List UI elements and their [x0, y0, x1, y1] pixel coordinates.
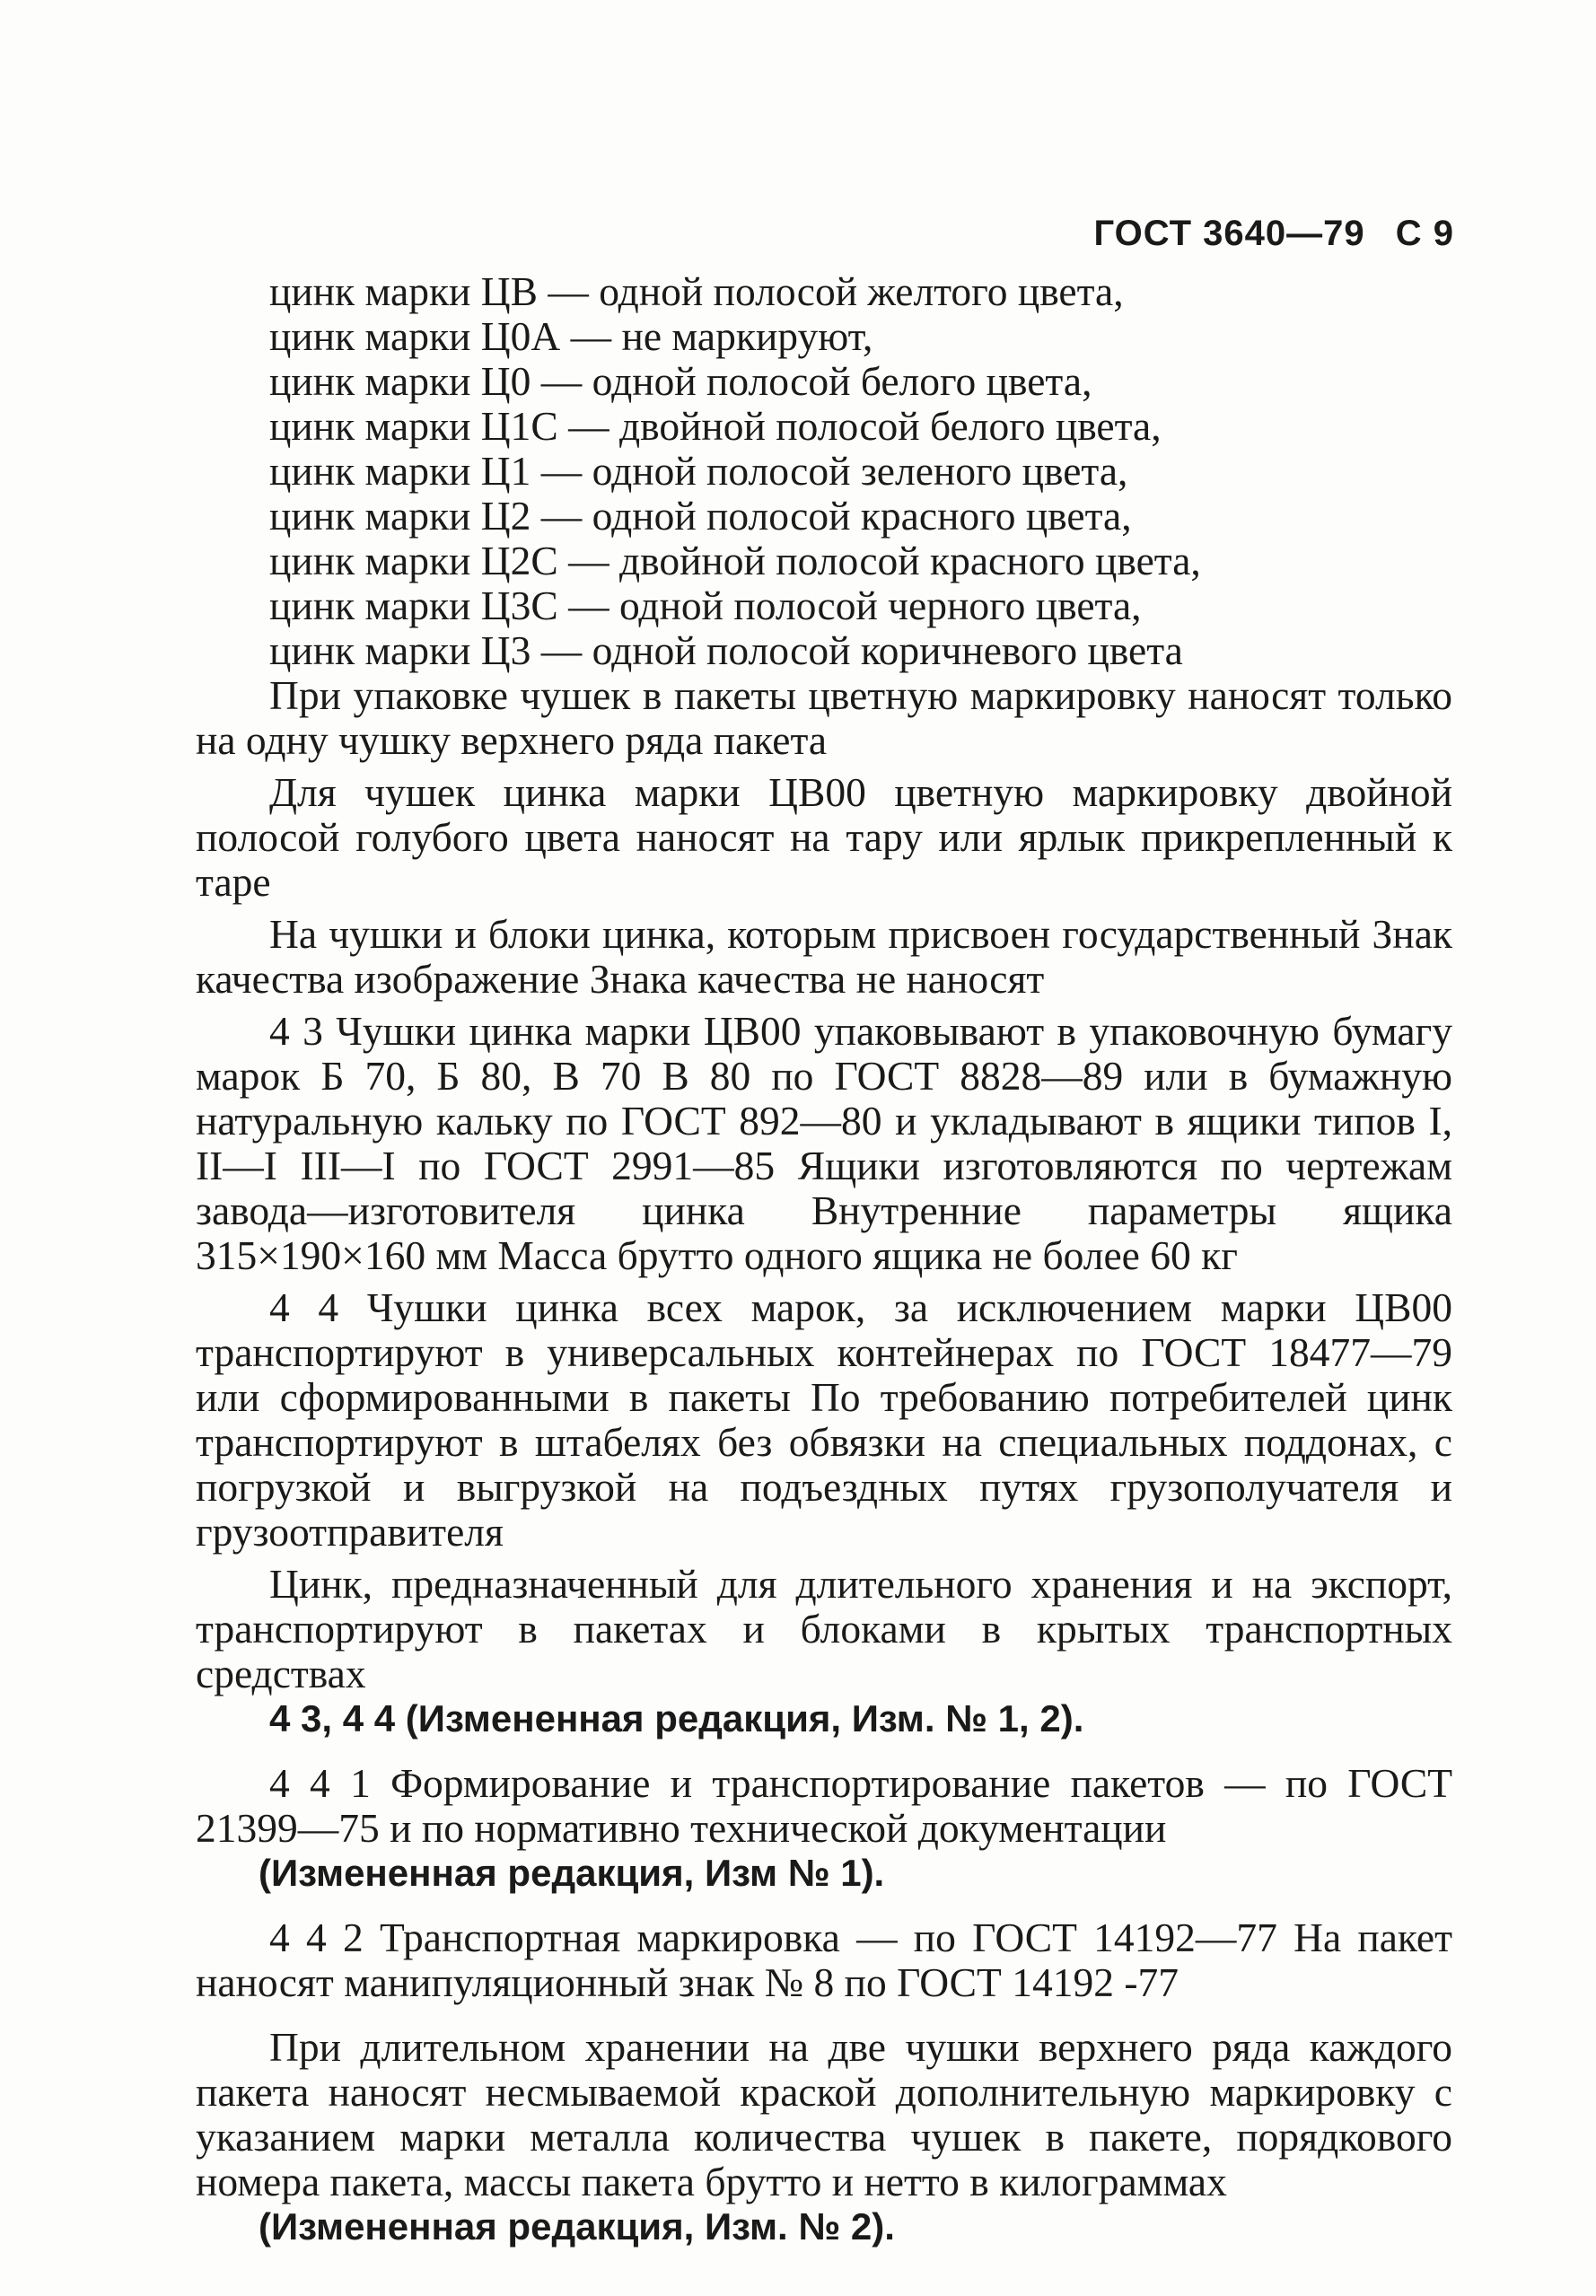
paragraph: Для чушек цинка марки ЦВ00 цветную маркировку двойной полосой голубого цвета наносят на тару или ярлык прикрепленный к таре — [196, 769, 1452, 905]
amendment-note: (Измененная редакция, Изм. № 2). — [259, 2205, 895, 2248]
paragraph: При упаковке чушек в пакеты цветную маркировку наносят только на одну чушку верхнего ряда пакета — [196, 672, 1452, 763]
page-number: С 9 — [1395, 214, 1454, 253]
list-item: цинк марки Ц2С — двойной полосой красного цвета, — [269, 538, 1201, 583]
list-item: цинк марки Ц3С — одной полосой черного цвета, — [269, 583, 1142, 628]
paragraph-4-4-1: 4 4 1 Формирование и транспортирование пакетов — по ГОСТ 21399—75 и по нормативно технической документации — [196, 1760, 1452, 1851]
list-item: цинк марки ЦВ — одной полосой желтого цвета, — [269, 268, 1124, 314]
marking-list — [269, 269, 1452, 673]
paragraph-4-3: 4 3 Чушки цинка марки ЦВ00 упаковывают в упаковочную бумагу марок Б 70, Б 80, В 70 В 80 по ГОСТ 8828—89 или в бумажную натуральную кальку по ГОСТ 892—80 и укладывают в ящики типов I, II—I III—I по ГОСТ 2991—85 Ящики изготовляются по чертежам завода—изготовителя цинка Внутренние параметры ящика 315×190×160 мм Масса брутто одного ящика не более 60 кг — [196, 1008, 1452, 1278]
standard-title: ГОСТ 3640—79 — [1093, 214, 1365, 253]
paragraph: На чушки и блоки цинка, которым присвоен государственный Знак качества изображение Знака качества не наносят — [196, 911, 1452, 1002]
paragraph-4-4-2: 4 4 2 Транспортная маркировка — по ГОСТ 14192—77 На пакет наносят манипуляционный знак № 8 по ГОСТ 14192 -77 — [196, 1915, 1452, 2005]
document-body — [196, 269, 1452, 2249]
amendment-note: 4 3, 4 4 (Измененная редакция, Изм. № 1, 2). — [269, 1697, 1084, 1740]
amendment-note: (Измененная редакция, Изм № 1). — [259, 1852, 885, 1894]
list-item: цинк марки Ц1 — одной полосой зеленого цвета, — [269, 448, 1128, 494]
page-header — [1093, 214, 1454, 254]
list-item: цинк марки Ц2 — одной полосой красного цвета, — [269, 493, 1132, 539]
paragraph: Цинк, предназначенный для длительного хранения и на экспорт, транспортируют в пакетах и блоками в крытых транспортных средствах — [196, 1561, 1452, 1696]
list-item: цинк марки Ц0 — одной полосой белого цвета, — [269, 358, 1092, 404]
list-item: цинк марки Ц0А — не маркируют, — [269, 313, 873, 359]
list-item: цинк марки Ц1С — двойной полосой белого цвета, — [269, 403, 1162, 449]
paragraph: При длительном хранении на две чушки верхнего ряда каждого пакета наносят несмываемой краской дополнительную маркировку с указанием марки металла количества чушек в пакете, порядкового номера пакета, массы пакета брутто и нетто в килограммах — [196, 2024, 1452, 2204]
paragraph-4-4: 4 4 Чушки цинка всех марок, за исключением марки ЦВ00 транспортируют в универсальных контейнерах по ГОСТ 18477—79 или сформированными в пакеты По требованию потребителей цинк транспортируют в штабелях без обвязки на специальных поддонах, с погрузкой и выгрузкой на подъездных путях грузополучателя и грузоотправителя — [196, 1284, 1452, 1555]
list-item: цинк марки Ц3 — одной полосой коричневого цвета — [269, 627, 1183, 673]
